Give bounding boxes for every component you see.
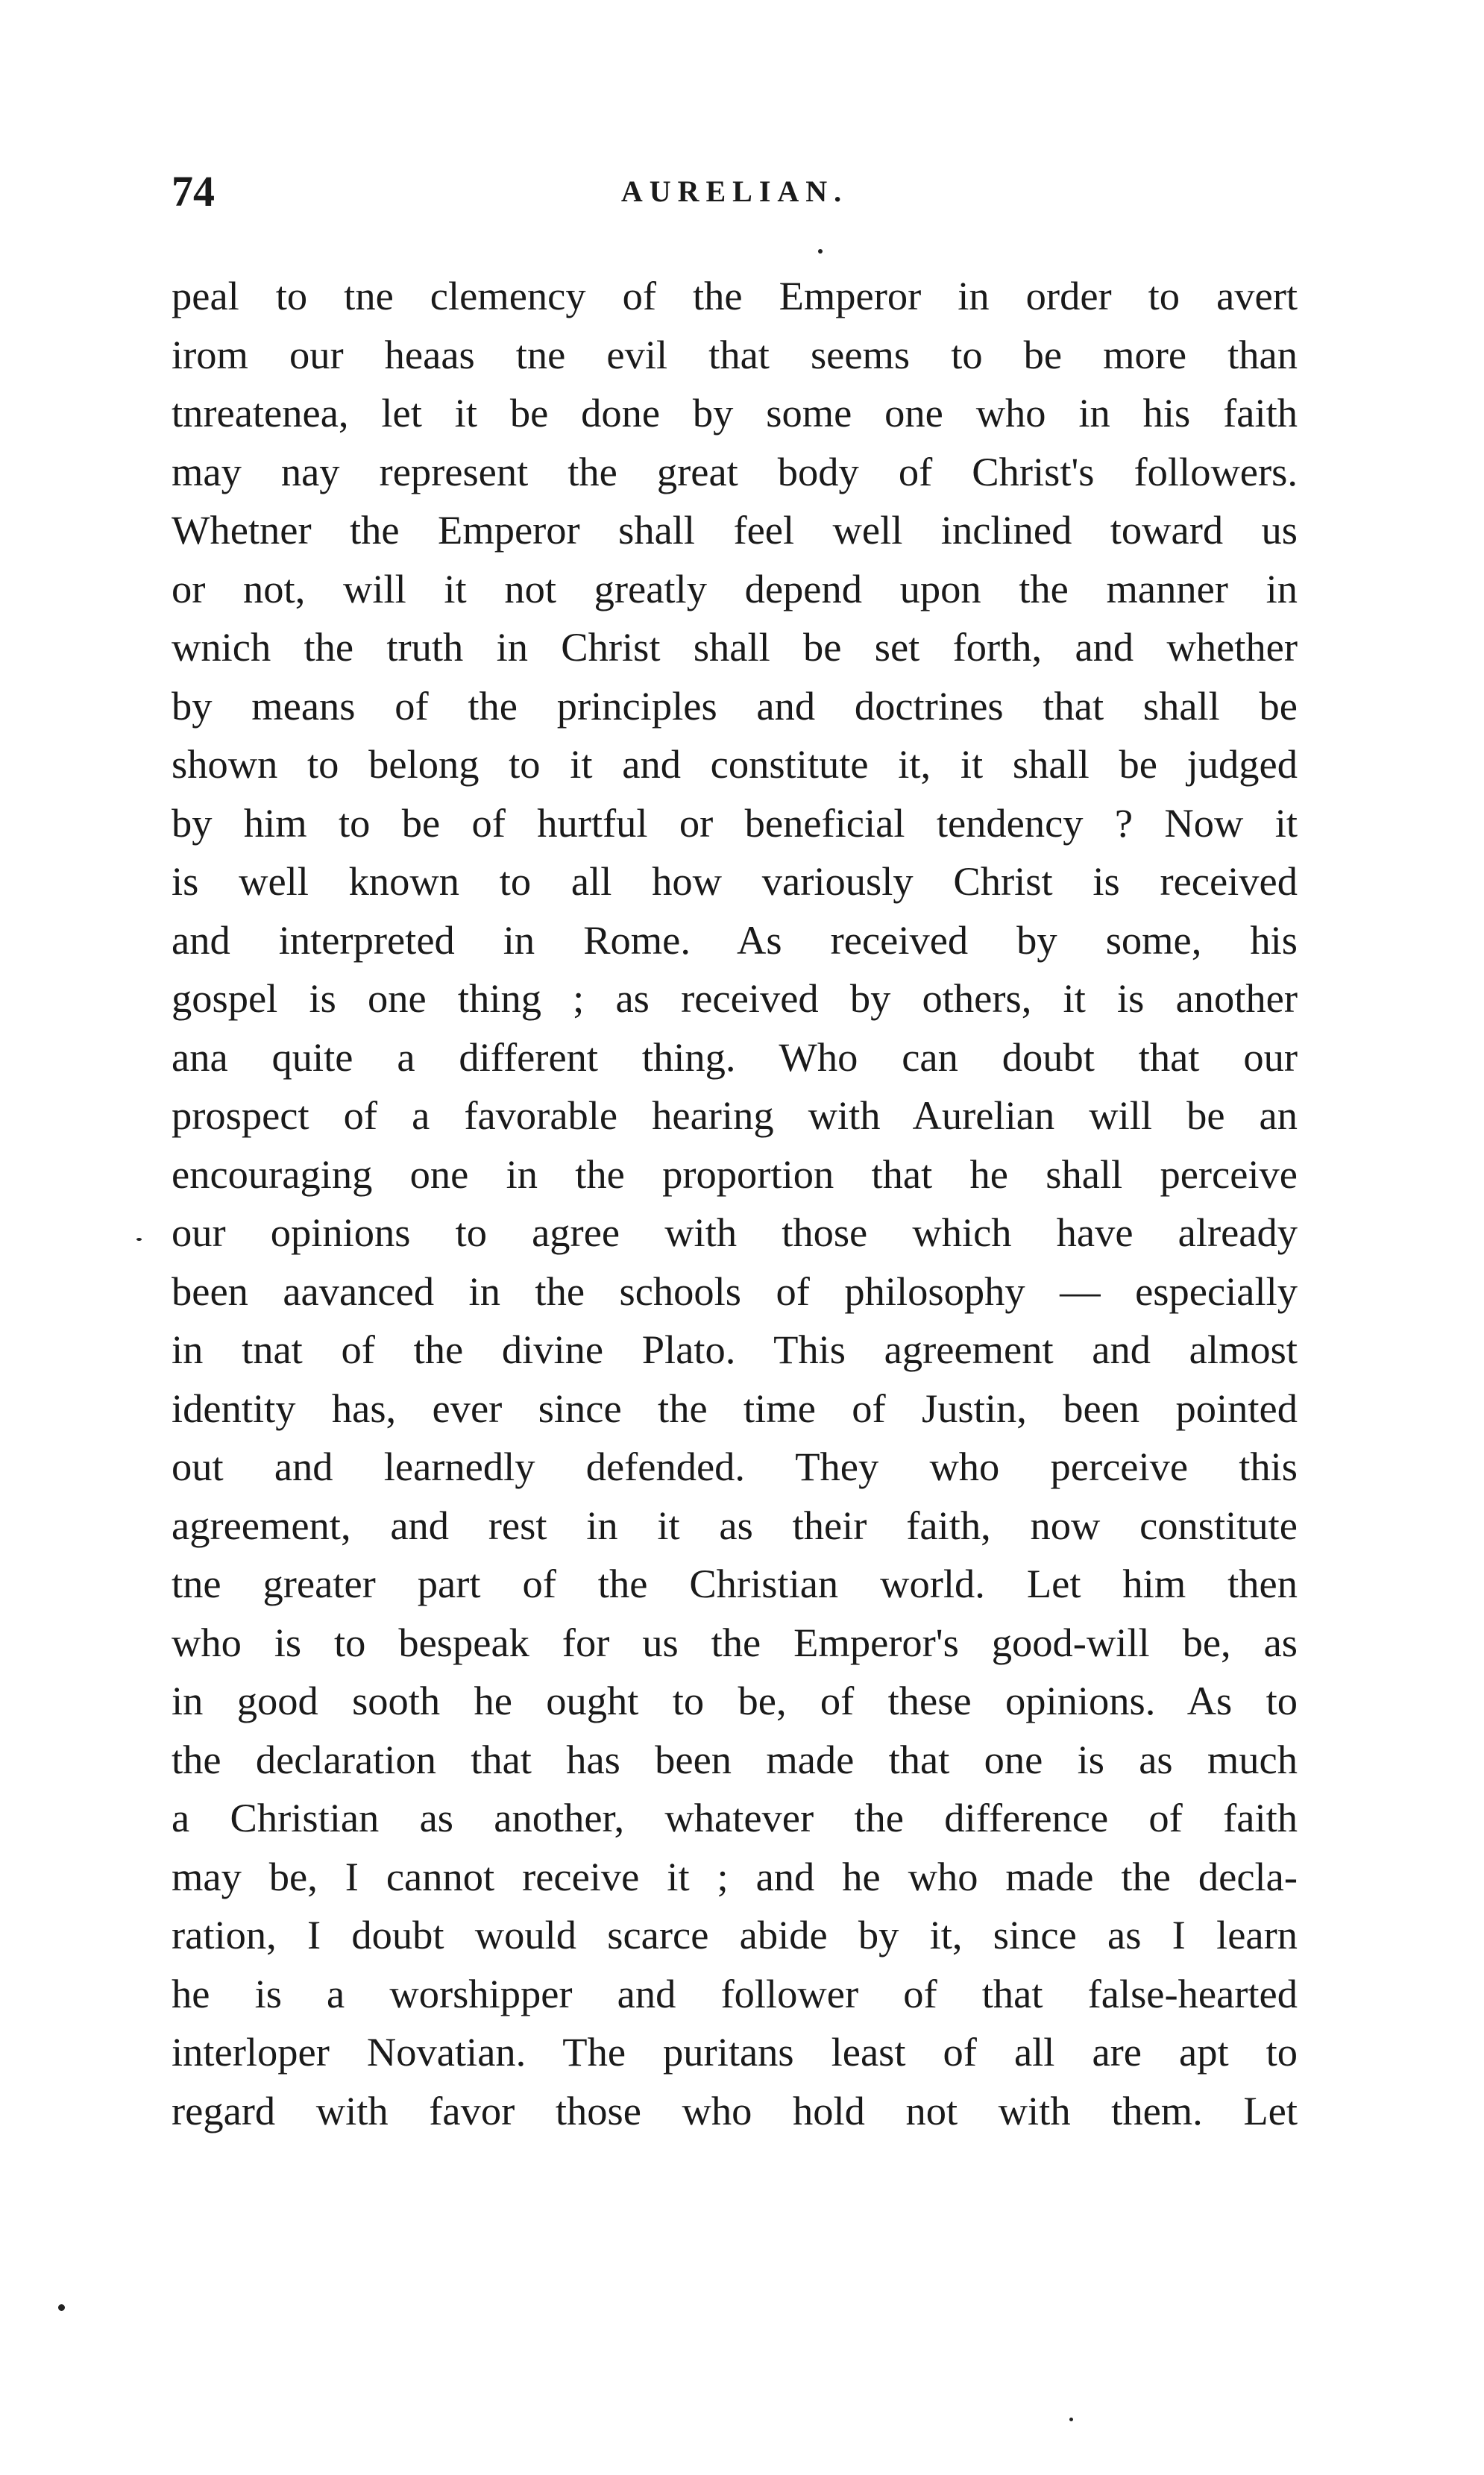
text-line: prospect of a favorable hearing with Aurelian will be an	[172, 1092, 1298, 1138]
ink-speck	[1069, 2418, 1073, 2421]
text-line: may nay represent the great body of Christ's followers.	[172, 448, 1298, 494]
text-line: identity has, ever since the time of Justin, been pointed	[172, 1385, 1298, 1431]
text-line: or not, will it not greatly depend upon the manner in	[172, 565, 1298, 611]
text-line: the declaration that has been made that one is as much	[172, 1736, 1298, 1782]
page-number: 74	[172, 167, 215, 216]
text-line: shown to belong to it and constitute it, it shall be judged	[172, 741, 1298, 787]
page-header	[172, 166, 1298, 218]
text-line: been aavanced in the schools of philosophy — especially	[172, 1268, 1298, 1314]
running-head: AURELIAN.	[620, 174, 849, 208]
text-line: out and learnedly defended. They who perceive this	[172, 1444, 1298, 1489]
text-line: peal to tne clemency of the Emperor in order to avert	[172, 273, 1298, 318]
text-line: our opinions to agree with those which have already	[172, 1210, 1298, 1255]
text-line: by him to be of hurtful or beneficial tendency ? Now it	[172, 799, 1298, 846]
text-line: he is a worshipper and follower of that false-hearted	[172, 1970, 1298, 2016]
text-line: and interpreted in Rome. As received by some, his	[172, 916, 1298, 963]
text-line: agreement, and rest in it as their faith, now constitute	[172, 1502, 1298, 1548]
body-text	[172, 267, 1298, 2140]
ink-speck	[136, 1238, 142, 1241]
text-line: interloper Novatian. The puritans least of all are apt to	[172, 2029, 1298, 2075]
text-line: gospel is one thing ; as received by others, it is another	[172, 975, 1298, 1021]
text-line: in good sooth he ought to be, of these opinions. As to	[172, 1678, 1298, 1723]
text-line: ration, I doubt would scarce abide by it, since as I learn	[172, 1912, 1298, 1957]
text-line: may be, I cannot receive it ; and he who made the decla-	[172, 1853, 1298, 1899]
text-line: encouraging one in the proportion that he shall perceive	[172, 1151, 1298, 1197]
text-line: by means of the principles and doctrines that shall be	[172, 682, 1298, 729]
ink-speck	[818, 249, 823, 254]
text-line: who is to bespeak for us the Emperor's good-will be, as	[172, 1619, 1298, 1665]
text-line: is well known to all how variously Christ is received	[172, 858, 1298, 904]
text-line: in tnat of the divine Plato. This agreement and almost	[172, 1327, 1298, 1372]
text-line: Whetner the Emperor shall feel well inclined toward us	[172, 507, 1298, 553]
text-line: regard with favor those who hold not with them. Let	[172, 2087, 1298, 2133]
text-line: tne greater part of the Christian world. Let him then	[172, 1561, 1298, 1606]
text-line: tnreatenea, let it be done by some one who in his faith	[172, 390, 1298, 435]
text-line: ana quite a different thing. Who can doubt that our	[172, 1034, 1298, 1080]
text-line: wnich the truth in Christ shall be set forth, and whether	[172, 624, 1298, 670]
ink-speck	[58, 2304, 65, 2311]
text-line: irom our heaas tne evil that seems to be more than	[172, 331, 1298, 377]
text-line: a Christian as another, whatever the difference of faith	[172, 1795, 1298, 1840]
